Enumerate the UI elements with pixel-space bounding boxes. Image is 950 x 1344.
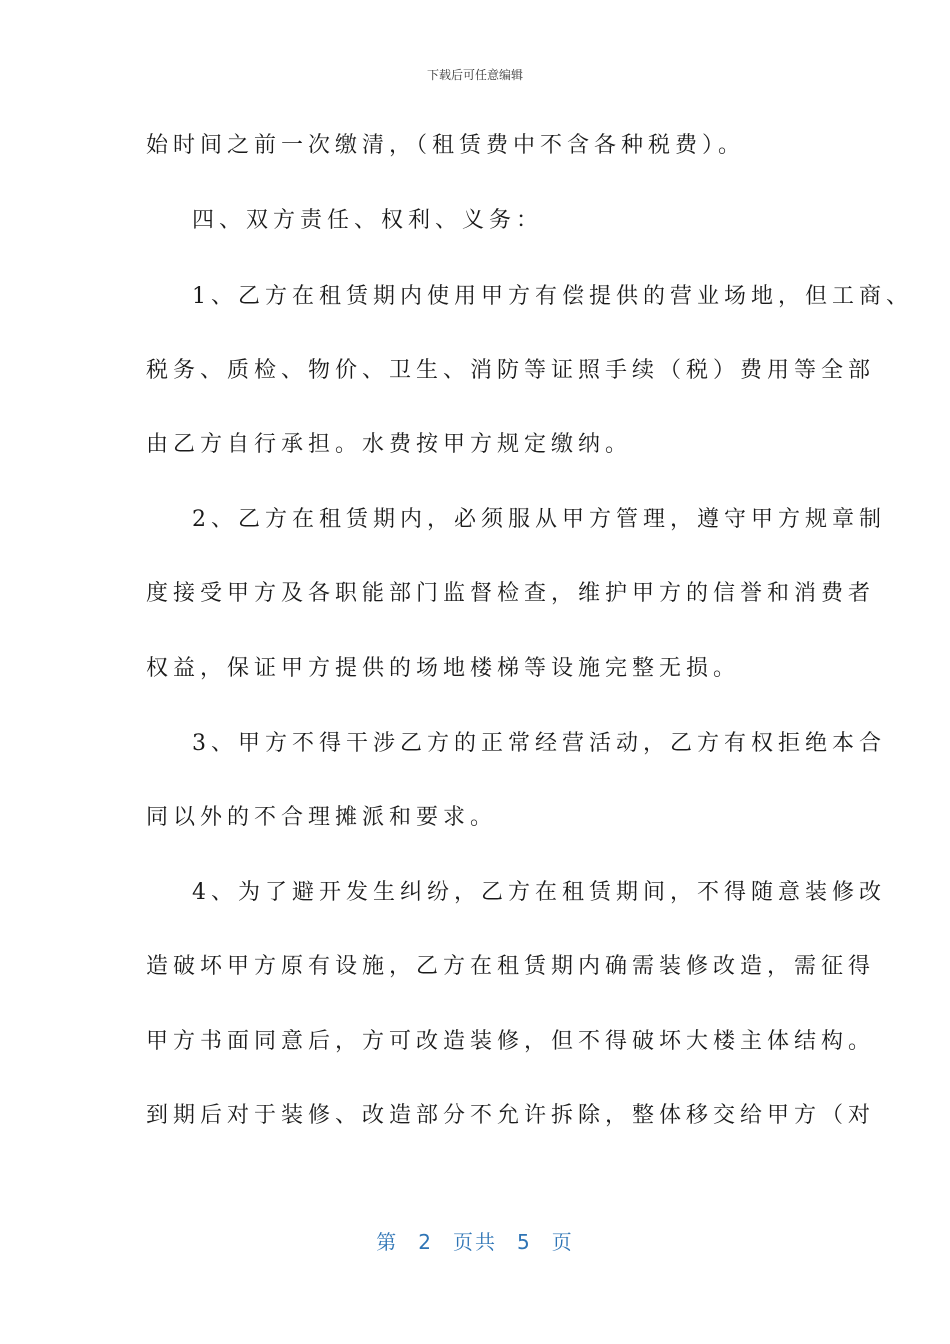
paragraph-line: 3、甲方不得干涉乙方的正常经营活动，乙方有权拒绝本合 [192, 731, 886, 756]
paragraph-line: 造破坏甲方原有设施，乙方在租赁期内确需装修改造，需征得 [146, 954, 876, 979]
page-footer [0, 1226, 950, 1255]
paragraph-line: 始时间之前一次缴清，（租赁费中不含各种税费）。 [146, 133, 746, 158]
section-heading: 四、双方责任、权利、义务： [192, 208, 544, 233]
paragraph-line: 由乙方自行承担。水费按甲方规定缴纳。 [146, 432, 633, 457]
footer-middle: 页共 [453, 1230, 497, 1254]
total-pages-number: 5 [517, 1230, 532, 1254]
paragraph-line: 2、乙方在租赁期内，必须服从甲方管理，遵守甲方规章制 [192, 507, 886, 532]
paragraph-line: 到期后对于装修、改造部分不允许拆除，整体移交给甲方（对 [146, 1103, 876, 1128]
paragraph-line: 同以外的不合理摊派和要求。 [146, 805, 498, 830]
paragraph-line: 4、为了避开发生纠纷，乙方在租赁期间，不得随意装修改 [192, 880, 886, 905]
page-header: 下载后可任意编辑 [426, 68, 523, 82]
paragraph-line: 度接受甲方及各职能部门监督检查，维护甲方的信誉和消费者 [146, 581, 876, 606]
current-page-number: 2 [418, 1230, 433, 1254]
paragraph-line: 甲方书面同意后，方可改造装修，但不得破坏大楼主体结构。 [146, 1029, 876, 1054]
footer-suffix: 页 [551, 1230, 574, 1254]
footer-prefix: 第 [376, 1230, 399, 1254]
paragraph-line: 1、乙方在租赁期内使用甲方有偿提供的营业场地，但工商、 [192, 284, 913, 309]
paragraph-line: 权益，保证甲方提供的场地楼梯等设施完整无损。 [146, 656, 741, 681]
paragraph-line: 税务、质检、物价、卫生、消防等证照手续（税）费用等全部 [146, 358, 876, 383]
